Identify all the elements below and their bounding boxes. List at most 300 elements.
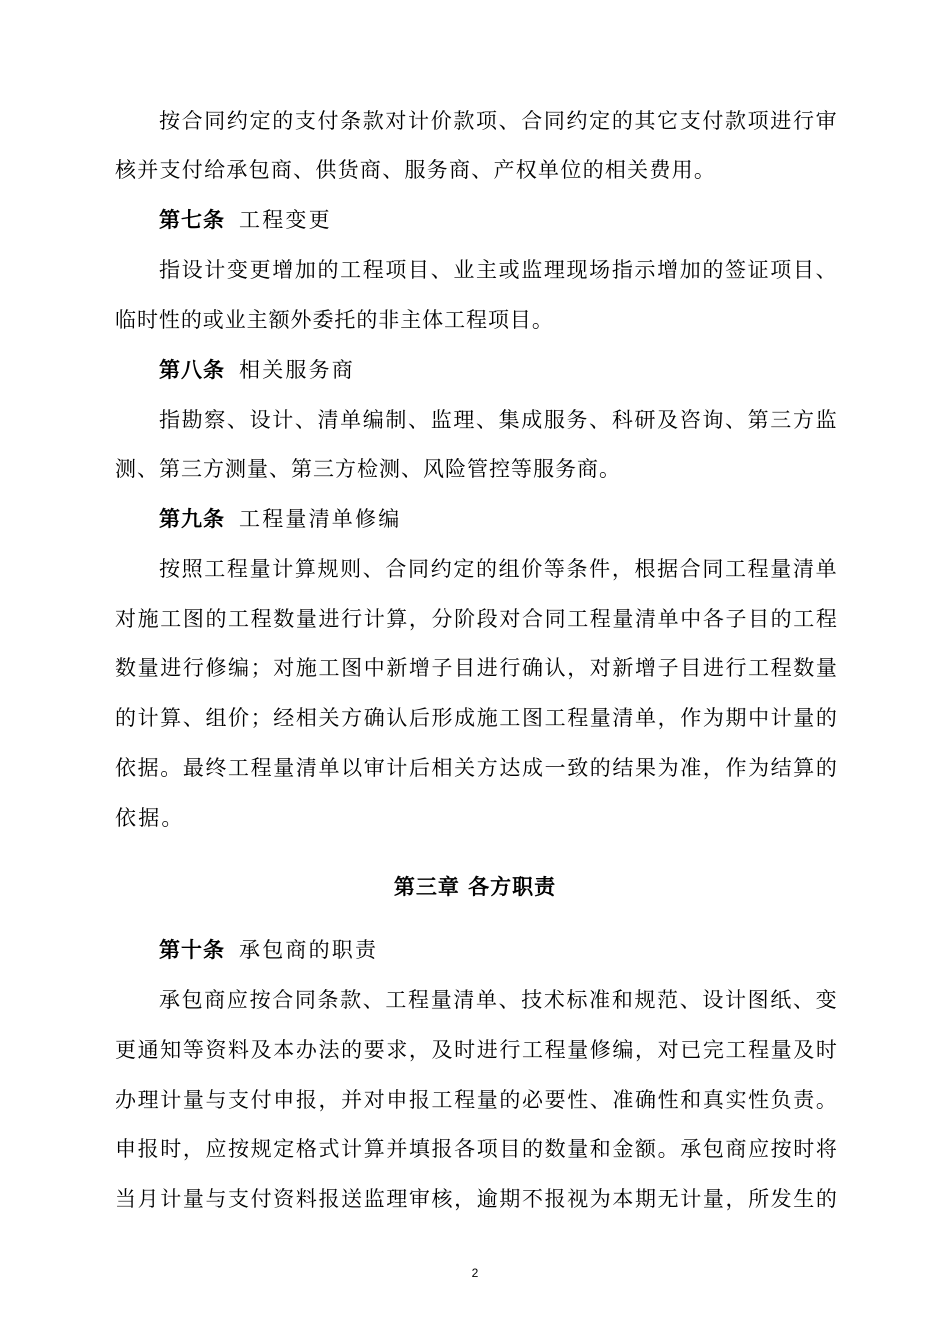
glyph: 行 (182, 656, 204, 680)
glyph: 价 (521, 557, 543, 581)
glyph: 方 (203, 457, 224, 481)
glyph: 计 (160, 1187, 182, 1211)
glyph: 加 (294, 258, 316, 282)
glyph: ； (250, 656, 272, 680)
glyph: 申 (386, 1088, 408, 1112)
article-title: 工程变更 (239, 208, 332, 232)
glyph: 新 (386, 656, 408, 680)
glyph: 及 (431, 1038, 453, 1062)
glyph: 审 (815, 109, 837, 133)
glyph: 工 (725, 1038, 747, 1062)
glyph: ， (454, 1187, 476, 1211)
glyph: 要 (363, 1038, 385, 1062)
glyph: 进 (702, 656, 724, 680)
paragraph-line (115, 153, 715, 187)
glyph: 主 (475, 258, 497, 282)
glyph: 计 (408, 109, 430, 133)
glyph: 量 (247, 457, 268, 481)
glyph: 的 (589, 756, 611, 780)
glyph: 工 (725, 557, 747, 581)
glyph: 方 (476, 756, 498, 780)
glyph: 审 (363, 756, 385, 780)
glyph: 、 (293, 158, 315, 182)
glyph: 中 (363, 656, 385, 680)
glyph: 款 (362, 109, 384, 133)
glyph: 进 (770, 109, 792, 133)
glyph: 工 (228, 607, 250, 631)
glyph: 清 (635, 607, 657, 631)
glyph: 主 (246, 308, 268, 332)
glyph: 计 (137, 706, 159, 730)
glyph: 用 (671, 158, 693, 182)
glyph: 的 (180, 308, 202, 332)
glyph: 确 (521, 656, 543, 680)
glyph: 理 (453, 408, 475, 432)
glyph: 研 (634, 408, 656, 432)
glyph: 量 (770, 1038, 792, 1062)
glyph: 同 (544, 607, 566, 631)
glyph: 同 (204, 109, 226, 133)
paragraph-line (115, 751, 837, 785)
glyph: 时 (815, 1038, 837, 1062)
glyph: 额 (635, 1137, 657, 1161)
glyph: 本 (612, 1187, 634, 1211)
glyph: 指 (611, 258, 633, 282)
glyph: 项 (747, 109, 769, 133)
glyph: 设 (249, 408, 271, 432)
glyph: 必 (521, 1088, 543, 1112)
glyph: 单 (635, 706, 657, 730)
glyph: 的 (815, 1187, 837, 1211)
glyph: 知 (160, 1038, 182, 1062)
glyph: 。 (815, 1088, 837, 1112)
glyph: 付 (702, 109, 724, 133)
glyph: 进 (318, 607, 340, 631)
glyph: 计 (272, 408, 294, 432)
glyph: 清 (317, 408, 339, 432)
glyph: 控 (489, 457, 510, 481)
glyph: 支 (228, 1187, 250, 1211)
article-number: 第七条 (159, 208, 225, 232)
glyph: 纸 (770, 988, 792, 1012)
glyph: 量 (430, 988, 452, 1012)
glyph: 增 (635, 656, 657, 680)
glyph: 关 (627, 158, 649, 182)
glyph: 核 (431, 1187, 453, 1211)
glyph: 各 (454, 1137, 476, 1161)
article-number: 第九条 (159, 507, 225, 531)
glyph: 达 (499, 756, 521, 780)
glyph: 程 (748, 1038, 770, 1062)
glyph: 约 (226, 109, 248, 133)
glyph: 办 (115, 1088, 136, 1112)
glyph: 则 (340, 557, 362, 581)
glyph: 无 (657, 1187, 679, 1211)
glyph: 指 (159, 258, 180, 282)
glyph: 图 (182, 607, 204, 631)
glyph: 、 (792, 988, 814, 1012)
glyph: 包 (181, 988, 203, 1012)
glyph: 段 (476, 607, 498, 631)
glyph: 修 (589, 1038, 611, 1062)
glyph: 业 (224, 308, 246, 332)
glyph: 程 (466, 308, 487, 332)
glyph: 计 (160, 1088, 182, 1112)
glyph: 应 (748, 1137, 770, 1161)
glyph: 程 (589, 607, 611, 631)
glyph: 后 (408, 706, 430, 730)
glyph: 和 (589, 1137, 611, 1161)
glyph: 施 (476, 706, 498, 730)
glyph: 核 (115, 158, 136, 182)
glyph: 量 (182, 1088, 204, 1112)
glyph: 视 (567, 1187, 589, 1211)
glyph: 产 (493, 158, 515, 182)
glyph: 对 (385, 109, 407, 133)
glyph: 生 (793, 1187, 815, 1211)
glyph: 计 (725, 988, 747, 1012)
glyph: 约 (566, 109, 588, 133)
glyph: 不 (521, 1187, 543, 1211)
glyph: 审 (408, 1187, 430, 1211)
paragraph-line (115, 1083, 837, 1117)
glyph: 准 (589, 988, 611, 1012)
glyph: 增 (272, 258, 294, 282)
glyph: 并 (341, 1088, 363, 1112)
glyph: 制 (385, 408, 407, 432)
glyph: 的 (815, 756, 837, 780)
glyph: 期 (725, 706, 747, 730)
glyph: 、 (182, 706, 204, 730)
glyph: 风 (423, 457, 444, 481)
paragraph-line (115, 1033, 837, 1067)
glyph: 合 (521, 607, 543, 631)
glyph: 程 (544, 1038, 566, 1062)
glyph: 格 (295, 1137, 317, 1161)
article-heading (159, 933, 837, 967)
glyph: 办 (295, 1038, 317, 1062)
glyph: 工 (521, 1038, 543, 1062)
glyph: 工 (544, 706, 566, 730)
glyph: ， (318, 1088, 340, 1112)
glyph: 检 (357, 457, 378, 481)
glyph: ， (408, 1038, 430, 1062)
paragraph-line (115, 452, 620, 486)
glyph: 实 (725, 1088, 747, 1112)
glyph: 后 (408, 756, 430, 780)
glyph: 性 (657, 1088, 679, 1112)
glyph: 程 (226, 557, 248, 581)
glyph: ， (567, 656, 589, 680)
glyph: 已 (680, 1038, 702, 1062)
glyph: 填 (408, 1137, 430, 1161)
glyph: 额 (268, 308, 290, 332)
glyph: 集 (498, 408, 520, 432)
glyph: 目 (792, 258, 814, 282)
glyph: 支 (228, 1088, 250, 1112)
glyph: 量 (770, 557, 792, 581)
glyph: 新 (612, 656, 634, 680)
glyph: 托 (334, 308, 356, 332)
glyph: 价 (430, 109, 452, 133)
glyph: 增 (657, 258, 679, 282)
glyph: 成 (521, 756, 543, 780)
glyph: 据 (137, 756, 159, 780)
glyph: 报 (408, 1088, 430, 1112)
glyph: 商 (359, 158, 381, 182)
glyph: 变 (226, 258, 248, 282)
glyph: 编 (228, 656, 250, 680)
glyph: 申 (273, 1088, 295, 1112)
glyph: 证 (747, 258, 769, 282)
glyph: 工 (160, 607, 182, 631)
glyph: 量 (273, 756, 295, 780)
glyph: 同 (294, 988, 316, 1012)
glyph: 主 (400, 308, 422, 332)
glyph: 进 (476, 1038, 498, 1062)
glyph: 量 (567, 1137, 589, 1161)
glyph: 作 (725, 756, 747, 780)
glyph: 工 (431, 1088, 453, 1112)
glyph: 中 (680, 607, 702, 631)
glyph: 子 (431, 656, 453, 680)
glyph: 体 (422, 308, 444, 332)
glyph: 方 (341, 706, 363, 730)
article-number: 第八条 (159, 358, 225, 382)
glyph: 的 (205, 607, 227, 631)
glyph: 其 (634, 109, 656, 133)
glyph: 确 (635, 1088, 657, 1112)
glyph: 为 (748, 756, 770, 780)
glyph: 单 (657, 607, 679, 631)
glyph: 量 (137, 656, 159, 680)
glyph: 与 (205, 1088, 227, 1112)
glyph: 及 (793, 1038, 815, 1062)
paragraph-line (159, 104, 837, 138)
glyph: 服 (543, 408, 565, 432)
glyph: 的 (770, 607, 792, 631)
glyph: 三 (770, 408, 792, 432)
glyph: 科 (611, 408, 633, 432)
glyph: 的 (356, 308, 378, 332)
glyph: 支 (294, 109, 316, 133)
glyph: 对 (589, 656, 611, 680)
glyph: 合 (521, 109, 543, 133)
glyph: 包 (702, 1137, 724, 1161)
glyph: 承 (680, 1137, 702, 1161)
glyph: 图 (341, 656, 363, 680)
glyph: ， (408, 607, 430, 631)
glyph: 真 (702, 1088, 724, 1112)
glyph: 费 (649, 158, 671, 182)
glyph: 、 (589, 1088, 611, 1112)
glyph: 同 (543, 109, 565, 133)
glyph: 子 (657, 656, 679, 680)
paragraph-line (115, 701, 837, 735)
glyph: 支 (159, 158, 181, 182)
glyph: 计 (363, 607, 385, 631)
glyph: 现 (566, 258, 588, 282)
paragraph-line (115, 303, 553, 337)
glyph: 组 (205, 706, 227, 730)
glyph: 期 (499, 1187, 521, 1211)
glyph: 更 (249, 258, 271, 282)
glyph: 位 (560, 158, 582, 182)
glyph: 工 (204, 557, 226, 581)
glyph: 程 (408, 988, 430, 1012)
glyph: 照 (181, 557, 203, 581)
article-heading (159, 502, 837, 536)
glyph: 子 (725, 607, 747, 631)
glyph: 、 (430, 258, 452, 282)
glyph: 程 (362, 258, 384, 282)
glyph: 按 (228, 1137, 250, 1161)
glyph: ； (250, 706, 272, 730)
glyph: 编 (362, 408, 384, 432)
glyph: 单 (815, 557, 837, 581)
glyph: 工 (444, 308, 466, 332)
glyph: 、 (382, 158, 404, 182)
glyph: 合 (385, 557, 407, 581)
article-title: 相关服务商 (239, 358, 355, 382)
paragraph-line (115, 651, 837, 685)
glyph: 测 (225, 457, 246, 481)
glyph: 量 (793, 706, 815, 730)
glyph: 等 (511, 457, 532, 481)
glyph: 项 (385, 258, 407, 282)
glyph: 对 (499, 607, 521, 631)
glyph: 成 (454, 706, 476, 730)
glyph: 工 (385, 988, 407, 1012)
glyph: 单 (538, 158, 560, 182)
glyph: 作 (680, 706, 702, 730)
paragraph-line: 依据。 (115, 806, 185, 830)
glyph: 逾 (476, 1187, 498, 1211)
glyph: 性 (158, 308, 180, 332)
glyph: 为 (702, 706, 724, 730)
glyph: 与 (205, 1187, 227, 1211)
glyph: 图 (747, 988, 769, 1012)
glyph: 行 (499, 656, 521, 680)
glyph: 服 (404, 158, 426, 182)
glyph: 要 (544, 1088, 566, 1112)
paragraph-line (159, 253, 837, 287)
glyph: 量 (702, 1187, 724, 1211)
paragraph-line (159, 983, 837, 1017)
paragraph-line (159, 552, 837, 586)
glyph: 程 (250, 756, 272, 780)
glyph: 第 (291, 457, 312, 481)
glyph: 的 (341, 1038, 363, 1062)
article-heading (159, 203, 837, 237)
glyph: 供 (315, 158, 337, 182)
glyph: 申 (115, 1137, 136, 1161)
glyph: 项 (770, 258, 792, 282)
glyph: 商 (204, 988, 226, 1012)
glyph: 、 (362, 557, 384, 581)
glyph: 算 (793, 756, 815, 780)
glyph: 当 (115, 1187, 136, 1211)
glyph: 、 (362, 988, 384, 1012)
glyph: 设 (181, 258, 203, 282)
glyph: 、 (401, 457, 422, 481)
glyph: 目 (408, 258, 430, 282)
glyph: 程 (454, 1088, 476, 1112)
glyph: 一 (544, 756, 566, 780)
glyph: 、 (679, 988, 701, 1012)
glyph: 的 (499, 1088, 521, 1112)
glyph: 定 (249, 109, 271, 133)
glyph: 时 (160, 1137, 182, 1161)
glyph: 相 (431, 756, 453, 780)
glyph: 或 (202, 308, 224, 332)
glyph: 及 (250, 1038, 272, 1062)
glyph: 承 (226, 158, 248, 182)
glyph: 工 (228, 756, 250, 780)
glyph: 务 (426, 158, 448, 182)
glyph: 监 (521, 258, 543, 282)
glyph: 测 (379, 457, 400, 481)
glyph: 关 (454, 756, 476, 780)
glyph: 付 (317, 109, 339, 133)
glyph: 料 (295, 1187, 317, 1211)
glyph: 察 (204, 408, 226, 432)
glyph: 、 (226, 408, 248, 432)
glyph: 计 (770, 706, 792, 730)
glyph: 、 (294, 408, 316, 432)
glyph: 第 (747, 408, 769, 432)
glyph: 程 (567, 706, 589, 730)
glyph: 对 (363, 1088, 385, 1112)
glyph: 程 (770, 656, 792, 680)
glyph: 条 (317, 988, 339, 1012)
glyph: 清 (792, 557, 814, 581)
glyph: 给 (204, 158, 226, 182)
glyph: 依 (115, 756, 136, 780)
glyph: 付 (250, 1187, 272, 1211)
glyph: 目 (499, 1137, 521, 1161)
glyph: 付 (250, 1088, 272, 1112)
glyph: 算 (363, 1137, 385, 1161)
glyph: 款 (340, 988, 362, 1012)
glyph: 量 (476, 1088, 498, 1112)
glyph: 标 (566, 988, 588, 1012)
glyph: 条 (566, 557, 588, 581)
chapter-title: 第三章 各方职责 (393, 875, 557, 899)
glyph: 期 (635, 1187, 657, 1211)
glyph: 通 (137, 1038, 159, 1062)
glyph: 和 (680, 1088, 702, 1112)
glyph: 算 (386, 607, 408, 631)
glyph: 并 (137, 158, 159, 182)
glyph: 施 (295, 656, 317, 680)
glyph: 加 (679, 258, 701, 282)
glyph: 业 (453, 258, 475, 282)
glyph: 致 (567, 756, 589, 780)
glyph: 商 (577, 457, 598, 481)
glyph: 经 (273, 706, 295, 730)
glyph: 工 (499, 706, 521, 730)
article-number: 第十条 (159, 938, 225, 962)
glyph: 承 (159, 988, 180, 1012)
glyph: 料 (228, 1038, 250, 1062)
glyph: 报 (295, 1088, 317, 1112)
glyph: 根 (634, 557, 656, 581)
glyph: 货 (337, 158, 359, 182)
glyph: 合 (181, 109, 203, 133)
glyph: 资 (205, 1038, 227, 1062)
glyph: ， (702, 756, 724, 780)
